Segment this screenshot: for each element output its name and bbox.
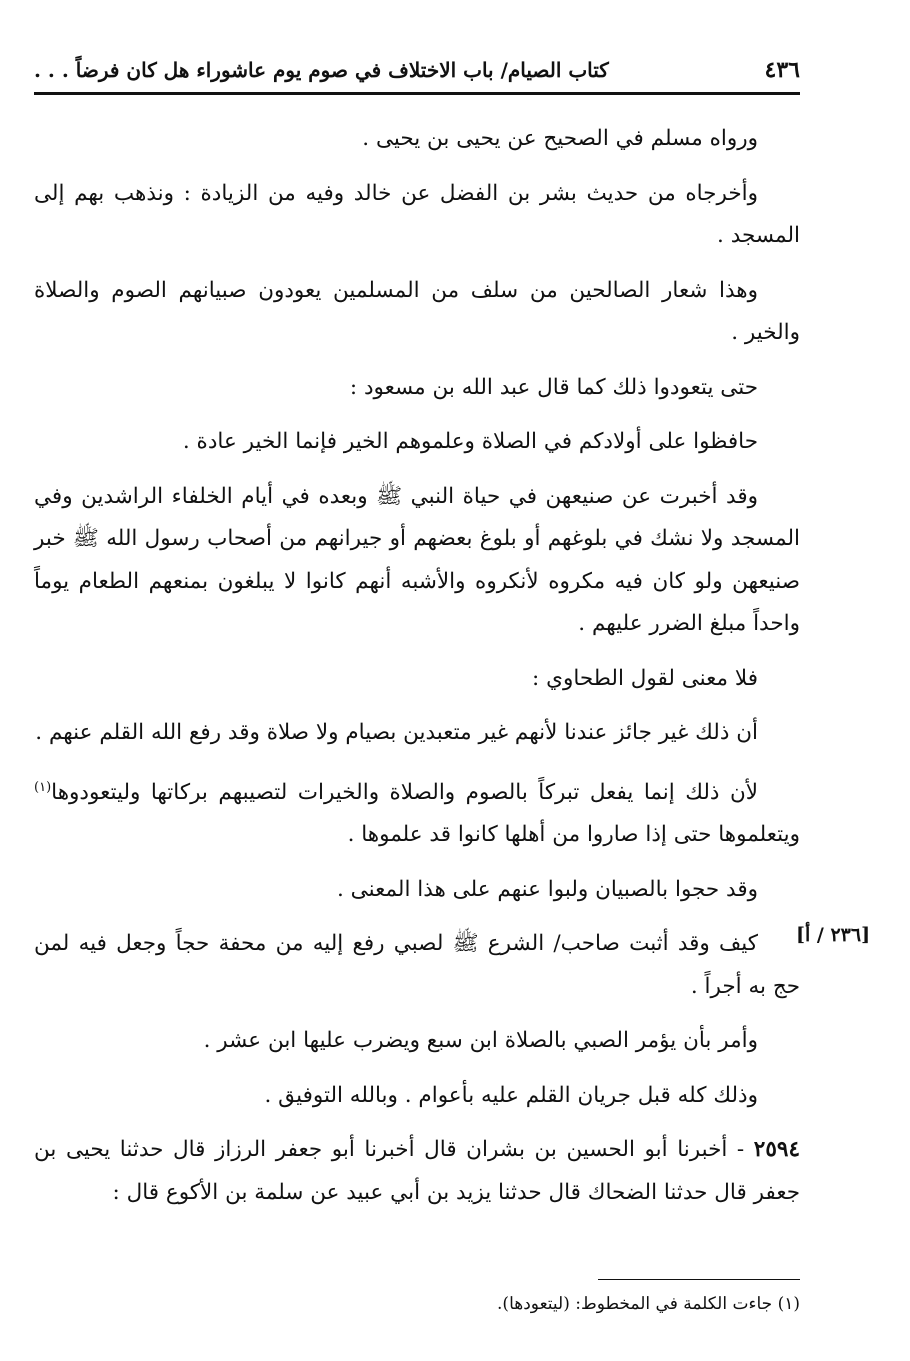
paragraph: كيف وقد أثبت صاحب/ الشرع ﷺ لصبي رفع إليه من محفة حجاً وجعل فيه لمن حج به أجراً . xyxy=(34,931,800,999)
hadith-text: - أخبرنا أبو الحسين بن بشران قال أخبرنا أبو جعفر الرزاز قال حدثنا يحيى بن جعفر قال حدثنا الضحاك قال حدثنا يزيد بن أبي عبيد عن سلمة بن الأكوع قال : xyxy=(34,1137,800,1205)
page-number: ٤٣٦ xyxy=(764,57,800,83)
paragraph-part: لأن ذلك إنما يفعل تبركاً بالصوم والصلاة والخيرات لتصيبهم بركاتها وليتعودوها xyxy=(51,779,758,805)
paragraph: وقد أخبرت عن صنيعهن في حياة النبي ﷺ وبعده في أيام الخلفاء الراشدين وفي المسجد ولا نشك في بلوغهم أو بلوغ بعضهم أو جيرانهم من أصحاب رسول الله ﷺ خبر صنيعهن ولو كان فيه مكروه لأنكروه والأشبه أنهم كانوا لا يبلغون بمنعهم الطعام يوماً واحداً مبلغ الضرر عليهم . xyxy=(34,483,801,636)
header-rule xyxy=(34,92,800,95)
manuscript-folio-note: [٢٣٦ / أ] xyxy=(796,924,871,946)
paragraph: وذلك كله قبل جريان القلم عليه بأعوام . وبالله التوفيق . xyxy=(264,1082,758,1108)
paragraph: فلا معنى لقول الطحاوي : xyxy=(532,665,758,691)
running-header xyxy=(34,52,800,88)
main-text xyxy=(34,118,800,1226)
footnote-rule xyxy=(598,1279,800,1280)
footnote: (١) جاءت الكلمة في المخطوط: (ليتعودها). xyxy=(497,1294,800,1314)
paragraph: وأخرجاه من حديث بشر بن الفضل عن خالد وفيه من الزيادة : ونذهب بهم إلى المسجد . xyxy=(34,180,800,248)
paragraph: أن ذلك غير جائز عندنا لأنهم غير متعبدين بصيام ولا صلاة وقد رفع الله القلم عنهم . xyxy=(35,720,758,745)
paragraph-with-footnote xyxy=(34,767,800,857)
running-title: كتاب الصيام/ باب الاختلاف في صوم يوم عاشوراء هل كان فرضاً . . . xyxy=(34,58,609,82)
paragraph: ورواه مسلم في الصحيح عن يحيى بن يحيى . xyxy=(362,126,758,151)
paragraph: حافظوا على أولادكم في الصلاة وعلموهم الخير فإنما الخير عادة . xyxy=(182,429,758,454)
paragraph-part: ويتعلموها حتى إذا صاروا من أهلها كانوا قد علموها . xyxy=(347,822,800,848)
paragraph: وأمر بأن يؤمر الصبي بالصلاة ابن سبع ويضرب عليها ابن عشر . xyxy=(203,1028,758,1054)
hadith-number: ٢٥٩٤ xyxy=(753,1137,800,1163)
hadith-paragraph xyxy=(34,1129,800,1214)
paragraph: حتى يتعودوا ذلك كما قال عبد الله بن مسعود : xyxy=(349,374,758,400)
paragraph: وقد حجوا بالصبيان ولبوا عنهم على هذا المعنى . xyxy=(337,876,758,902)
footnote-marker: (١) xyxy=(34,779,52,795)
paragraph: وهذا شعار الصالحين من سلف من المسلمين يعودون صبيانهم الصوم والصلاة والخير . xyxy=(34,277,800,345)
